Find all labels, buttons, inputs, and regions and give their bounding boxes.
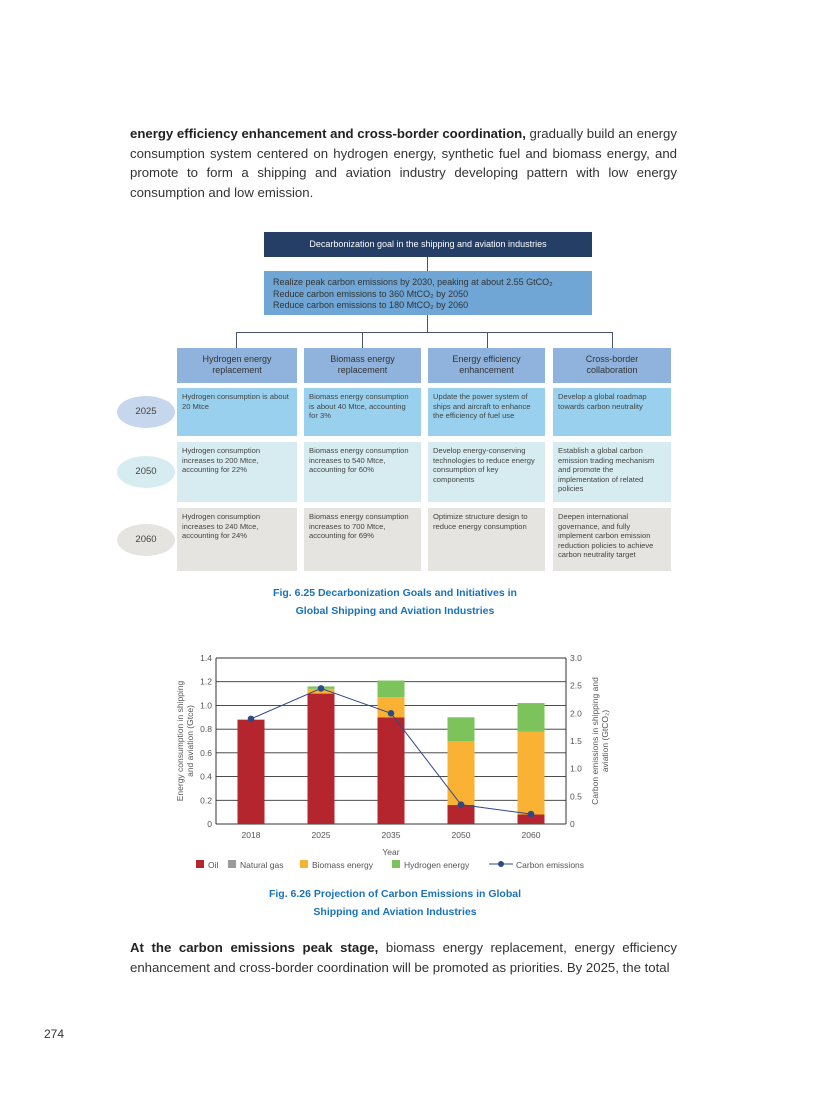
y2-tick-label: 0 bbox=[570, 819, 575, 829]
legend-label: Oil bbox=[208, 860, 219, 870]
caption-line: Fig. 6.26 Projection of Carbon Emissions in Global bbox=[268, 888, 522, 900]
target-line: Reduce carbon emissions to 180 MtCO₂ by 2060 bbox=[273, 300, 469, 310]
column-header: Hydrogen energy replacement bbox=[177, 348, 297, 383]
year-oval: 2025 bbox=[117, 396, 175, 428]
y-tick-label: 0.6 bbox=[200, 747, 212, 758]
closing-text: biomass energy replacement, energy efficiency enhancement and cross-border coordination will be promoted as priorities. By 2025, the total bbox=[130, 940, 677, 975]
legend-swatch-natural-gas bbox=[228, 860, 236, 868]
bar-hydrogen-energy bbox=[378, 681, 405, 698]
caption-line: Shipping and Aviation Industries bbox=[313, 906, 477, 918]
y2-tick-label: 1.0 bbox=[570, 763, 582, 774]
carbon-emissions-point bbox=[388, 710, 395, 717]
closing-paragraph bbox=[130, 938, 677, 977]
y2-tick-label: 2.5 bbox=[570, 680, 582, 691]
target-line: Realize peak carbon emissions by 2030, peaking at about 2.55 GtCO₂ bbox=[273, 277, 553, 287]
initiative-cell: Biomass energy consumption increases to 700 Mtce, accounting for 69% bbox=[304, 508, 421, 571]
intro-text: gradually build an energy consumption system centered on hydrogen energy, synthetic fuel and biomass energy, and promote to form a shipping and aviation industry developing pattern with low energy consumption and low emission. bbox=[130, 126, 677, 200]
y2-tick-label: 1.5 bbox=[570, 736, 582, 746]
closing-bold: At the carbon emissions peak stage, bbox=[130, 940, 379, 955]
y-tick-label: 0.4 bbox=[200, 771, 212, 782]
column-header: Biomass energy replacement bbox=[304, 348, 421, 383]
initiative-cell: Biomass energy consumption is about 40 Mtce, accounting for 3% bbox=[304, 388, 421, 436]
carbon-emissions-point bbox=[318, 685, 325, 692]
initiative-cell: Establish a global carbon emission trading mechanism and promote the implementation of related policies bbox=[553, 442, 671, 502]
y2-axis-label-line: Carbon emissions in shipping and bbox=[590, 677, 600, 805]
year-oval: 2060 bbox=[117, 524, 175, 556]
y-tick-label: 1.4 bbox=[200, 653, 212, 663]
initiative-cell: Optimize structure design to reduce energy consumption bbox=[428, 508, 545, 571]
bar-hydrogen-energy bbox=[518, 703, 545, 731]
page-number: 274 bbox=[44, 1027, 65, 1041]
carbon-emissions-point bbox=[248, 716, 255, 723]
goal-box: Decarbonization goal in the shipping and aviation industries bbox=[264, 232, 592, 257]
bar-biomass-energy bbox=[518, 732, 545, 815]
legend-label: Biomass energy bbox=[312, 860, 373, 870]
initiative-cell: Hydrogen consumption is about 20 Mtce bbox=[177, 388, 297, 436]
legend-label: Carbon emissions bbox=[516, 860, 585, 870]
target-line: Reduce carbon emissions to 360 MtCO₂ by 2050 bbox=[273, 288, 469, 299]
y-tick-label: 1.0 bbox=[200, 700, 212, 711]
figure-caption-6-26 bbox=[200, 885, 590, 921]
y-tick-label: 0 bbox=[207, 819, 212, 829]
carbon-emissions-point bbox=[458, 801, 465, 808]
legend-swatch-biomass-energy bbox=[300, 860, 308, 868]
bar-hydrogen-energy bbox=[448, 717, 475, 741]
initiative-cell: Update the power system of ships and aircraft to enhance the efficiency of fuel use bbox=[428, 388, 545, 436]
bar-oil bbox=[378, 717, 405, 824]
x-tick-label: 2025 bbox=[311, 830, 331, 840]
bar-biomass-energy bbox=[448, 741, 475, 805]
legend-marker-carbon-emissions bbox=[498, 861, 504, 867]
initiative-cell: Develop energy-conserving technologies to reduce energy consumption of key components bbox=[428, 442, 545, 502]
column-header: Energy efficiency enhancement bbox=[428, 348, 545, 383]
x-axis-label: Year bbox=[382, 847, 400, 857]
y2-tick-label: 2.0 bbox=[570, 708, 582, 719]
intro-bold: energy efficiency enhancement and cross-border coordination, bbox=[130, 126, 526, 141]
y2-axis-label bbox=[590, 677, 610, 805]
initiative-cell: Hydrogen consumption increases to 240 Mtce, accounting for 24% bbox=[177, 508, 297, 571]
y2-tick-label: 3.0 bbox=[570, 653, 582, 663]
y2-axis-label-line: aviation (GtCO₂) bbox=[600, 709, 610, 773]
bar-oil bbox=[238, 720, 265, 824]
y-tick-label: 1.2 bbox=[200, 676, 212, 687]
x-tick-label: 2035 bbox=[381, 830, 401, 840]
column-header: Cross-border collaboration bbox=[553, 348, 671, 383]
legend-label: Natural gas bbox=[240, 860, 284, 870]
bar-oil bbox=[308, 694, 335, 824]
y-tick-label: 0.2 bbox=[200, 795, 212, 806]
y-axis-label bbox=[175, 680, 195, 801]
x-tick-label: 2018 bbox=[241, 830, 261, 840]
initiative-cell: Develop a global roadmap towards carbon neutrality bbox=[553, 388, 671, 436]
y-axis-label-line: and aviation (Gtce) bbox=[185, 705, 195, 777]
initiative-cell: Hydrogen consumption increases to 200 Mtce, accounting for 22% bbox=[177, 442, 297, 502]
initiative-cell: Biomass energy consumption increases to 540 Mtce, accounting for 60% bbox=[304, 442, 421, 502]
legend-label: Hydrogen energy bbox=[404, 860, 470, 870]
x-tick-label: 2060 bbox=[521, 830, 541, 840]
initiative-cell: Deepen international governance, and fully implement carbon emission reduction policies to achieve carbon neutrality target bbox=[553, 508, 671, 571]
carbon-emissions-point bbox=[528, 811, 535, 818]
y-tick-label: 0.8 bbox=[200, 724, 212, 735]
y-axis-label-line: Energy consumption in shipping bbox=[175, 680, 185, 802]
y2-tick-label: 0.5 bbox=[570, 791, 582, 802]
caption-line: Global Shipping and Aviation Industries bbox=[295, 605, 495, 617]
caption-line: Fig. 6.25 Decarbonization Goals and Initiatives in bbox=[273, 587, 517, 599]
year-oval: 2050 bbox=[117, 456, 175, 488]
legend-swatch-oil bbox=[196, 860, 204, 868]
x-tick-label: 2050 bbox=[451, 830, 471, 840]
legend-swatch-hydrogen-energy bbox=[392, 860, 400, 868]
